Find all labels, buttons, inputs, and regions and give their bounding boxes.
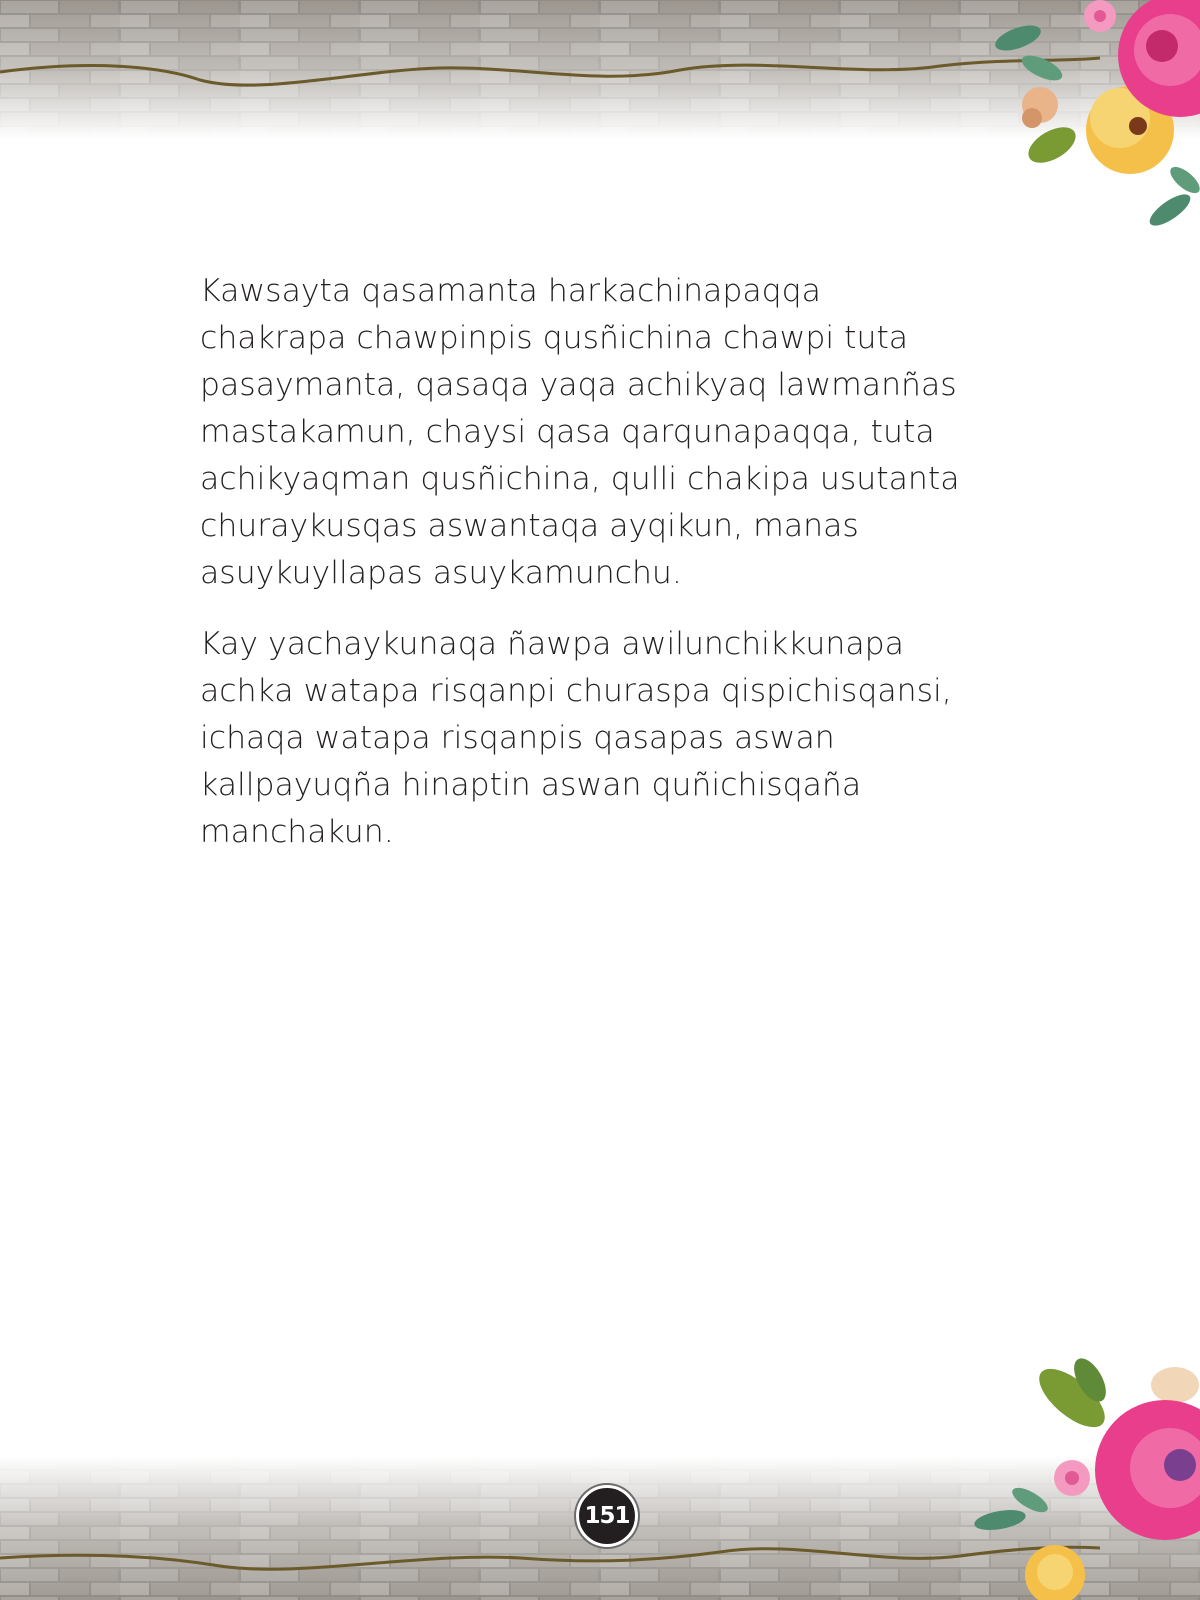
paragraph-1: Kawsayta qasamanta harkachinapaqqa chakrapa chawpinpis qusñichina chawpi tuta pasaymanta, qasaqa yaqa achikyaq lawmanñas mastakamun, chaysi qasa qarqunapaqqa, tuta achikyaqman qusñichina, qulli chakipa usutanta churaykusqas aswantaqa ayqikun, manas asuykuyllapas asuykamunchu.: [200, 273, 960, 591]
paragraph-2: Kay yachaykunaqa ñawpa awilunchikkunapa achka watapa risqanpi churaspa qispichisqansi, ichaqa watapa risqanpis qasapas aswan kallpayuqña hinaptin aswan quñichisqaña manchakun.: [200, 626, 952, 850]
top-flower-decoration: [980, 0, 1200, 245]
page-number-badge: 151: [576, 1485, 638, 1547]
body-text: [200, 268, 1050, 880]
bottom-flower-decoration: [960, 1350, 1200, 1600]
